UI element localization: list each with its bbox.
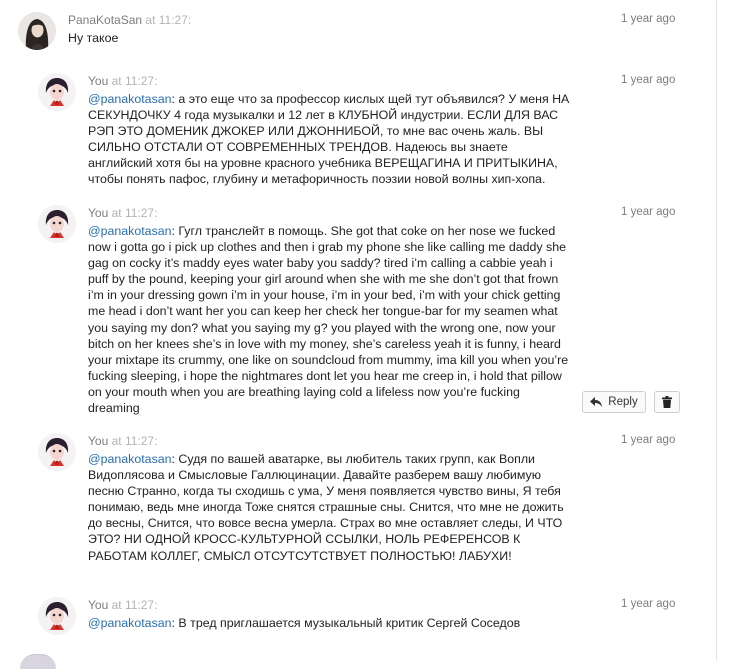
comment-ago: 1 year ago [621, 598, 676, 610]
comment-mention-link[interactable]: @panakotasan [88, 616, 172, 630]
comment-body [88, 451, 568, 564]
comment-meta [88, 598, 157, 614]
comment-colon: : [154, 434, 158, 448]
comment-ago: 1 year ago [621, 74, 676, 86]
comment-time: 11:27 [158, 13, 188, 27]
comment-actions [582, 391, 680, 413]
comment-mention-link[interactable]: @panakotasan [88, 452, 172, 466]
avatar-you[interactable] [38, 205, 76, 243]
comment-colon: : [154, 598, 158, 612]
delete-button[interactable] [654, 391, 680, 413]
comment-panakotasan [18, 12, 698, 56]
comment-text: : Судя по вашей аватарке, вы любитель таких групп, как Вопли Видоплясова и Смысловые Галлюцинации. Давайте разберем вашу любимую песню Странно, когда ты сходишь с ума, У меня появляется чувство вины, Я тебя понимаю, ведь мне иногда Тоже снятся страшные сны. Снится, что мне не дожить до весны, Снится, что вовсе весна умерла. Страх во мне оставляет следы, И ЧТО ЭТО? НИ ОДНОЙ КРОСС-КУЛЬТУРНОЙ ССЫЛКИ, НОЛЬ РЕФЕРЕНСОВ К РАБОТАМ КОЛЛЕГ, СМЫСЛ ОТСУТСУТСТВУЕТ ПОЛНОСТЬЮ! ЛАБУХИ! [88, 452, 564, 563]
comment-meta [88, 74, 157, 90]
avatar-you[interactable] [38, 73, 76, 111]
comment-body [68, 30, 628, 46]
avatar-character-icon [38, 433, 76, 471]
avatar-character-icon [38, 73, 76, 111]
comment-ago: 1 year ago [621, 13, 676, 25]
comment-meta [88, 434, 157, 450]
comment-text: Ну такое [68, 31, 119, 45]
comment-time: 11:27 [124, 74, 155, 88]
comment-time: 11:27 [124, 598, 155, 612]
comment-text: : а это еще что за профессор кислых щей тут объявился? У меня НА СЕКУНДОЧКУ 4 года музыкалки и 12 лет в КЛУБНОЙ индустрии. ЕСЛИ ДЛЯ ВАС РЭП ЭТО ДОМЕНИК ДЖОКЕР ИЛИ ДЖОННИБОЙ, то мне вас очень жаль. ВЫ СИЛЬНО ОТСТАЛИ ОТ СОВРЕМЕННЫХ ТРЕНДОВ. Надеюсь вы знаете английский хотя бы на уровне красного учебника ВЕРЕЩАГИНА И ПРИТЫКИНА, чтобы понять пафос, глубину и метафоричность поэзии новой волны хип-хопа. [88, 92, 570, 187]
comment-time: 11:27 [124, 206, 155, 220]
comment-body [88, 223, 574, 416]
avatar-girl-icon [18, 12, 56, 50]
avatar-character-icon [38, 597, 76, 635]
comment-meta [88, 206, 157, 222]
comment-ago: 1 year ago [621, 434, 676, 446]
comment-colon: : [154, 74, 158, 88]
comment-body [88, 91, 574, 188]
comment-mention-link[interactable]: @panakotasan [88, 224, 172, 238]
content-right-border [716, 0, 717, 661]
comment-time: 11:27 [124, 434, 155, 448]
comment-reply-3 [38, 433, 698, 583]
reply-arrow-icon [590, 397, 602, 407]
comment-at: at [111, 206, 122, 220]
avatar-you[interactable] [38, 597, 76, 635]
comment-mention-link[interactable]: @panakotasan [88, 92, 172, 106]
comment-ago: 1 year ago [621, 206, 676, 218]
next-comment-avatar-partial [20, 654, 56, 669]
comment-at: at [111, 74, 122, 88]
comment-at: at [145, 13, 156, 27]
avatar-you[interactable] [38, 433, 76, 471]
avatar-panakotasan[interactable] [18, 12, 56, 50]
comment-body [88, 615, 628, 631]
comment-reply-4 [38, 597, 698, 641]
comment-author[interactable]: You [88, 206, 109, 220]
comment-colon: : [187, 13, 192, 27]
comment-at: at [111, 598, 122, 612]
reply-button-label: Reply [608, 396, 638, 408]
comment-colon: : [154, 206, 158, 220]
reply-button[interactable] [582, 391, 646, 413]
comment-reply-1 [38, 73, 698, 191]
comment-reply-2 [38, 205, 698, 417]
avatar-character-icon [38, 205, 76, 243]
comment-meta [68, 13, 191, 29]
comment-author[interactable]: You [88, 74, 109, 88]
comment-author[interactable]: You [88, 434, 109, 448]
comment-text: : В тред приглашается музыкальный критик Сергей Соседов [171, 616, 521, 630]
comment-at: at [111, 434, 122, 448]
comment-author[interactable]: PanaKotaSan [68, 13, 143, 27]
trash-icon [662, 396, 672, 408]
comment-author[interactable]: You [88, 598, 109, 612]
comment-text: : Гугл транслейт в помощь. She got that coke on her nose we fucked now i gotta go i pick up clothes and then i grab my phone she like calling me daddy she gag on cocky it’s maddy eyes water baby you saddy? tired i’m calling a cabbie yeah i puff by the pound, keeping your girl around when she with me she don’t got that frown i’m in your dressing gown i’m in your house, i’m in your bed, i’m with your chick getting me head i don’t want her you can keep her check her tongue-bar for my seamen what you saying my don? what you saying my g? you played with the wrong one, now your bitch on her knees she’s in love with my money, she’s careless yeah it is funny, i heard your mixtape its crummy, one like on soundcloud from mummy, ima kill you when you’re fucking sleeping, i hope the nightmares dont let you hear me creep in, i hold that pillow on your mouth when you are breathing laying cold a lifeless now you’re fucking dreaming [88, 224, 569, 416]
